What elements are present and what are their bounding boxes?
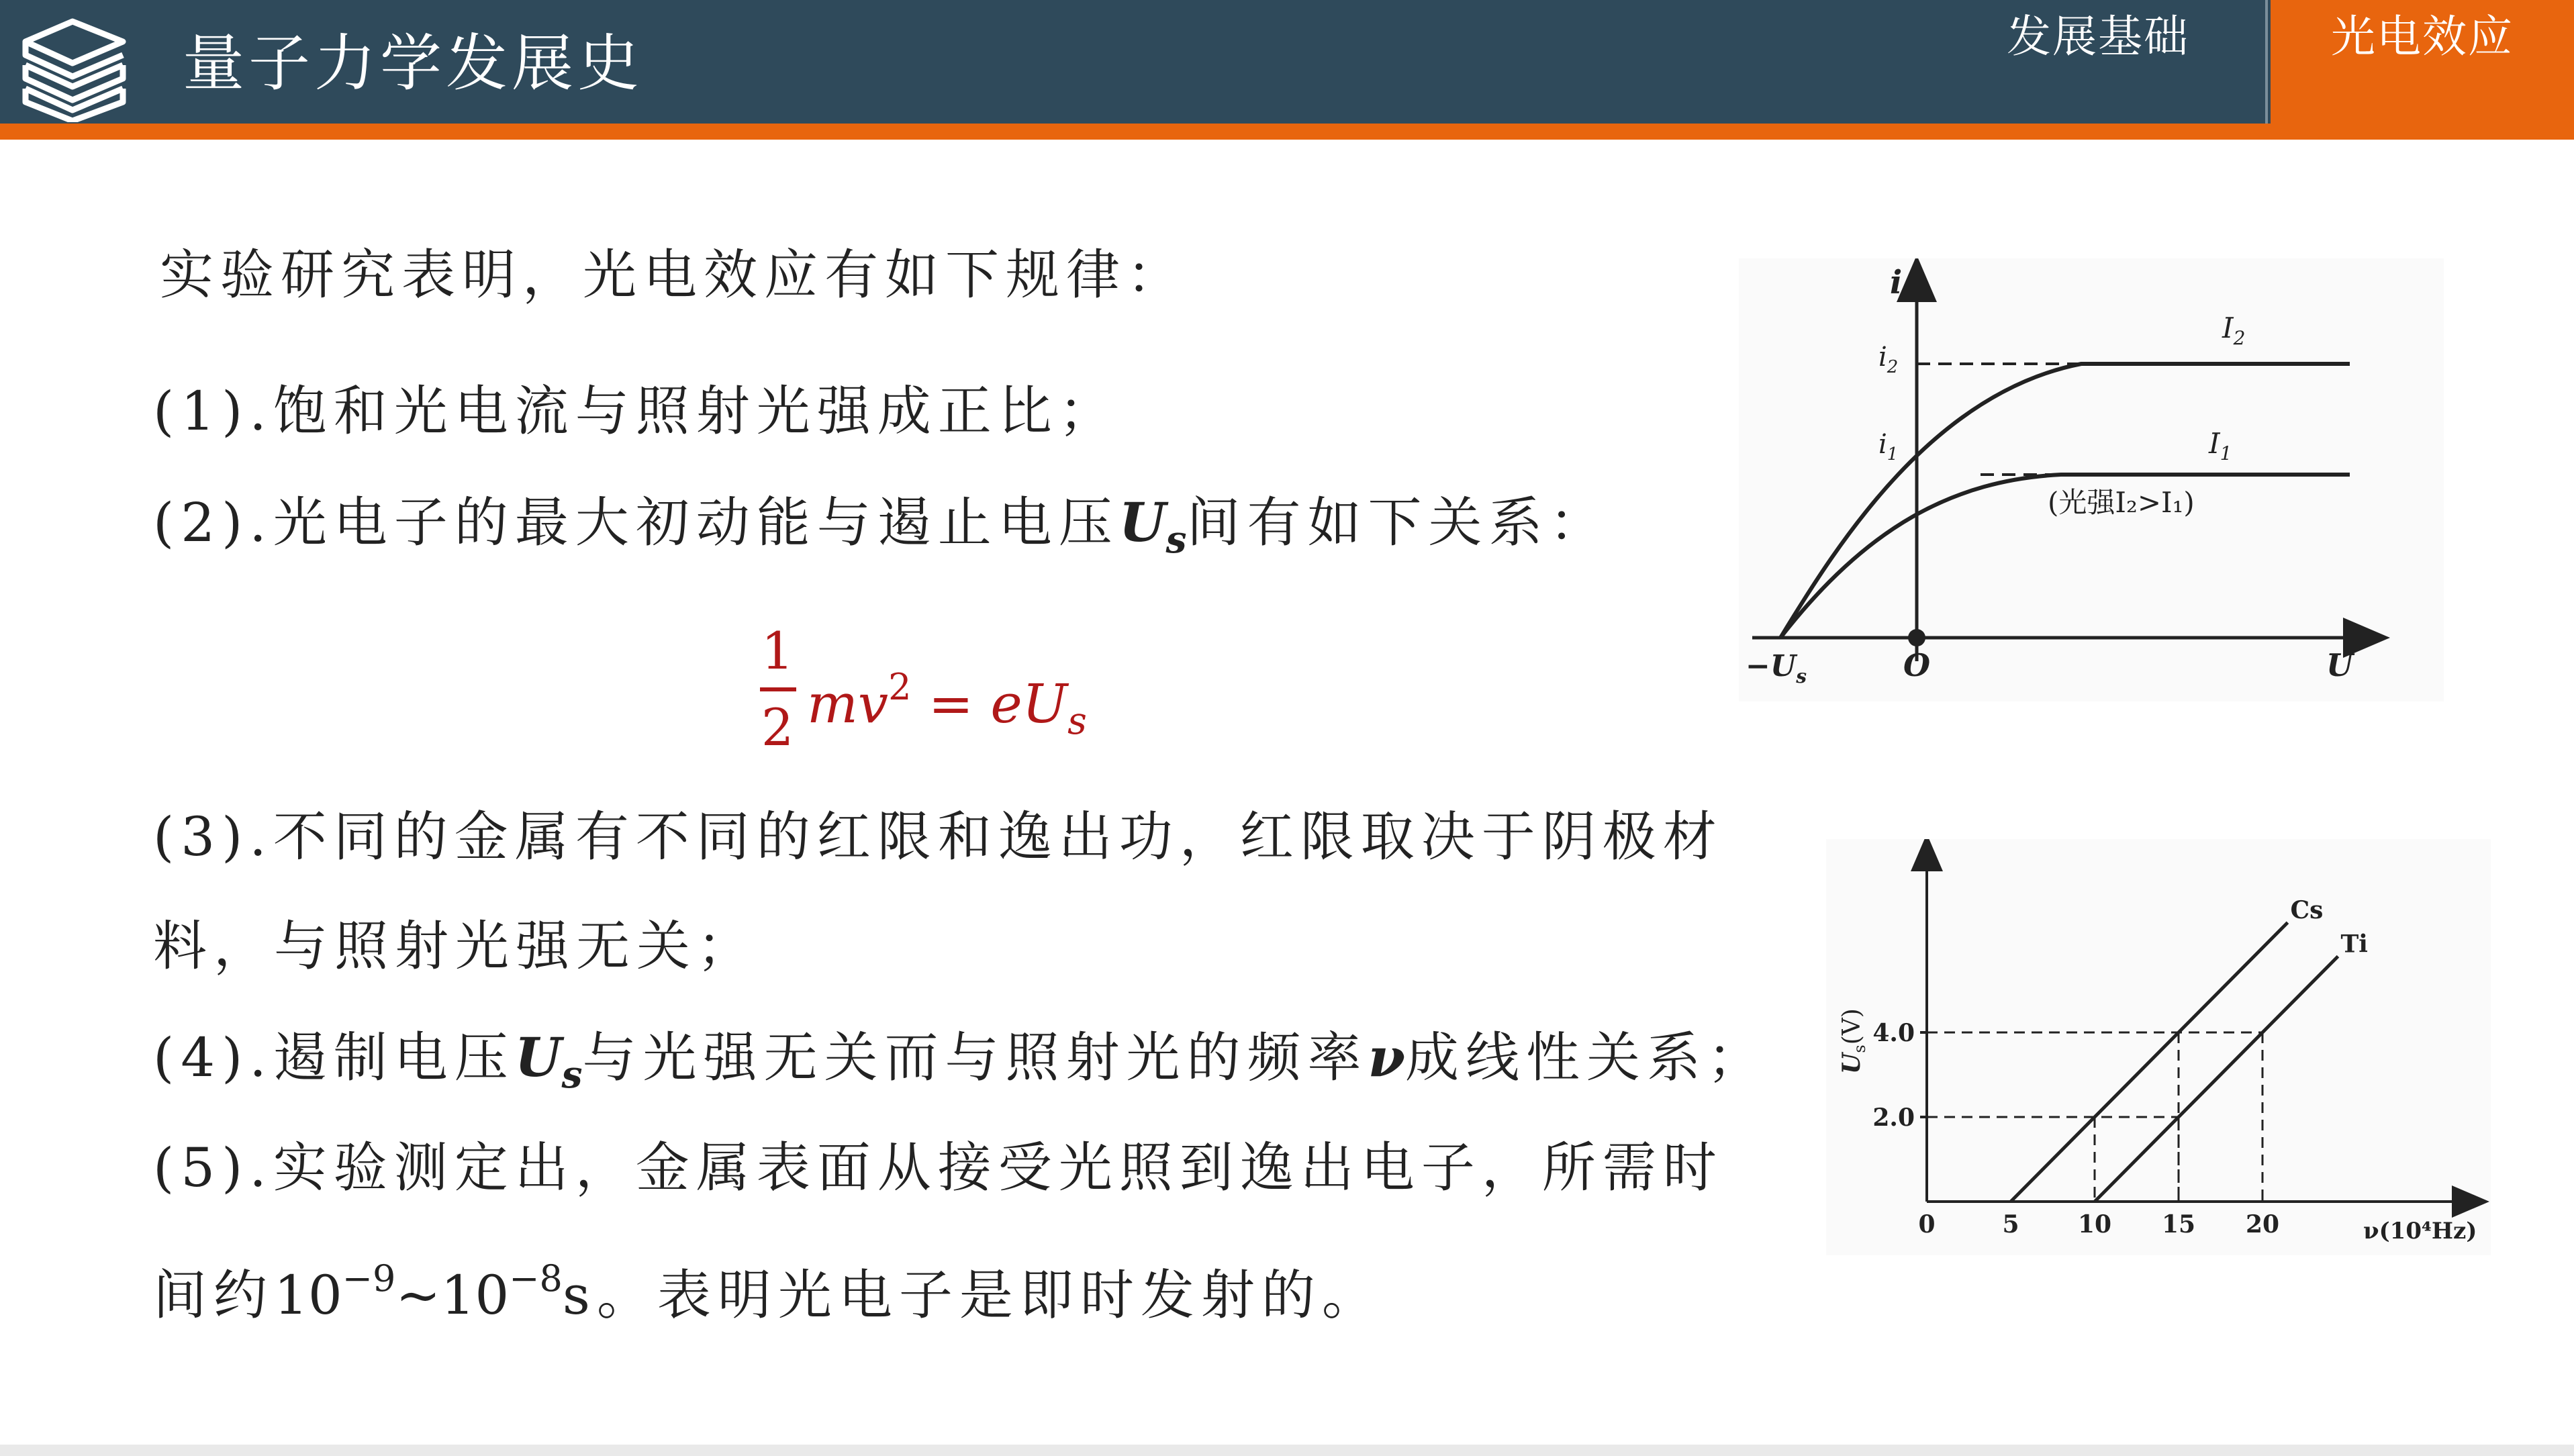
bottom-strip (0, 1445, 2574, 1456)
rule-3-line-2: 料，与照射光强无关； (153, 915, 757, 977)
header-accent-line (0, 124, 2574, 140)
rule-5-line-2: 间约$10^{-9}\sim 10^{-8}s$。表明光电子是即时发射的。 (153, 1257, 1382, 1326)
rule-5-line-1: (5).实验测定出，金属表面从接受光照到逸出电子，所需时 (153, 1136, 1723, 1199)
neg-us-label: $-U_s$ (1746, 649, 1807, 687)
tab-basics[interactable]: 发展基础 (2007, 11, 2189, 62)
intensity-note: (光强I₂>I₁) (2048, 486, 2195, 519)
stacked-books-icon (12, 15, 133, 122)
rule-3-line-1: (3).不同的金属有不同的红限和逸出功，红限取决于阴极材 (153, 806, 1723, 868)
formula-denominator: 2 (761, 697, 794, 757)
y-tick-label: 2.0 (1872, 1104, 1915, 1132)
rule-2 (153, 485, 1609, 577)
y-tick-label: 4.0 (1872, 1019, 1915, 1047)
x-axis-label: ν(10⁴Hz) (2363, 1218, 2477, 1245)
stopping-voltage-svg (1826, 839, 2491, 1255)
tab-divider (2265, 0, 2268, 124)
y-axis-label: $U_s(V)$ (1838, 1008, 1869, 1074)
rule-2-text-a: (2).光电子的最大初动能与遏止电压 (153, 491, 1119, 554)
x-tick-label: 10 (2077, 1210, 2112, 1239)
fraction-bar (760, 687, 796, 691)
tab-photoelectric[interactable]: 光电效应 (2271, 0, 2574, 124)
rule-1: (1).饱和光电流与照射光强成正比； (153, 380, 1119, 442)
origin-label: O (1903, 647, 1931, 683)
formula-rhs: $mv^2 = eU_s$ (807, 666, 1087, 743)
x-tick-label: 20 (2245, 1210, 2280, 1239)
y-axis-label: i (1890, 264, 1903, 301)
i2-label: $i_2$ (1878, 342, 1899, 377)
x-axis-label: U (2326, 647, 2354, 683)
iv-characteristic-figure (1739, 258, 2444, 701)
series-label-ti: Ti (2340, 930, 2368, 959)
rule-2-text-b: 间有如下关系： (1186, 491, 1610, 554)
x-tick-label: 5 (2002, 1210, 2019, 1239)
i1-label: $i_1$ (1878, 429, 1899, 465)
rule-4: (4).遏制电压$U_s$与光强无关而与照射光的频率ν成线性关系； (153, 1026, 1768, 1096)
origin-dot (1908, 629, 1925, 646)
x-tick-label: 15 (2161, 1210, 2196, 1239)
series-line-cs (2011, 922, 2288, 1202)
x-tick-label: 0 (1918, 1210, 1936, 1239)
rule-4-nu: ν (1368, 1026, 1405, 1089)
header-bar (0, 0, 2574, 124)
stopping-voltage-chart (1826, 839, 2491, 1255)
curve-i1-label: $I_1$ (2209, 427, 2232, 465)
series-label-cs: Cs (2290, 896, 2324, 925)
rule-2-var-us: $U_s$ (1118, 491, 1187, 561)
app-title: 量子力学发展史 (183, 28, 644, 99)
rule-4-var-us: $U_s$ (514, 1026, 583, 1096)
curve-i2-label: $I_2$ (2222, 311, 2246, 349)
iv-diagram (1739, 258, 2444, 701)
intro-text: 实验研究表明，光电效应有如下规律： (160, 244, 1187, 306)
formula-numerator: 1 (761, 621, 794, 681)
